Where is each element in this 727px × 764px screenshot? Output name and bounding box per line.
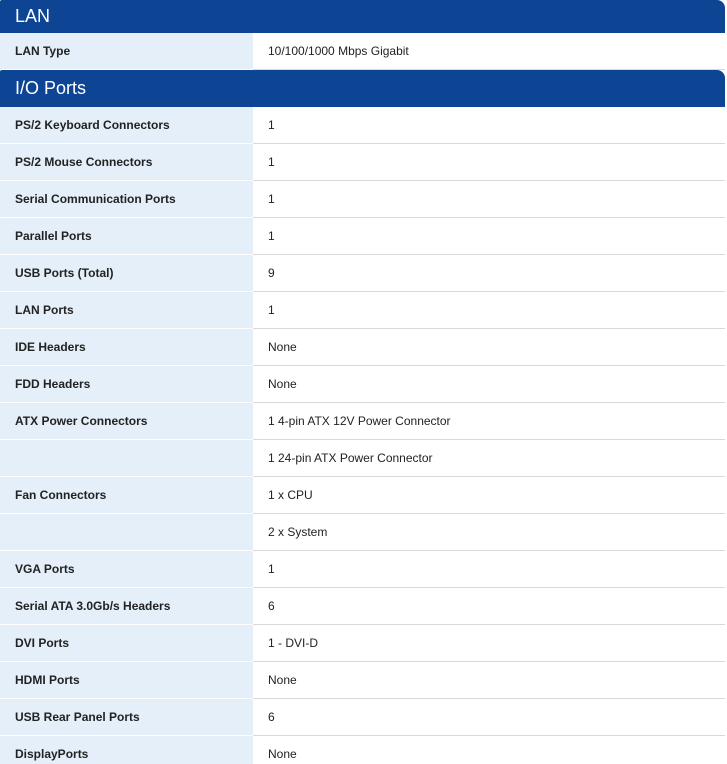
spec-value: None <box>253 662 725 698</box>
spec-label: DVI Ports <box>0 625 253 662</box>
spec-label: LAN Ports <box>0 292 253 329</box>
spec-row <box>0 329 725 366</box>
spec-value: None <box>253 736 725 764</box>
spec-label <box>0 514 253 551</box>
spec-value: 2 x System <box>253 514 725 550</box>
spec-row <box>0 292 725 329</box>
spec-value: None <box>253 329 725 365</box>
spec-label: USB Ports (Total) <box>0 255 253 292</box>
spec-row <box>0 181 725 218</box>
spec-value: 6 <box>253 588 725 624</box>
spec-value: 1 - DVI-D <box>253 625 725 661</box>
spec-value: 1 <box>253 292 725 328</box>
spec-row <box>0 440 725 477</box>
spec-value: None <box>253 366 725 402</box>
spec-label: DisplayPorts <box>0 736 253 764</box>
spec-value: 6 <box>253 699 725 735</box>
spec-label: LAN Type <box>0 33 253 70</box>
spec-row <box>0 588 725 625</box>
spec-value: 1 4-pin ATX 12V Power Connector <box>253 403 725 439</box>
lan-section-header: LAN <box>0 0 725 33</box>
spec-row <box>0 736 725 764</box>
spec-row <box>0 255 725 292</box>
spec-label: FDD Headers <box>0 366 253 403</box>
spec-row <box>0 218 725 255</box>
spec-value: 10/100/1000 Mbps Gigabit <box>253 33 725 69</box>
spec-label: IDE Headers <box>0 329 253 366</box>
spec-label: Serial ATA 3.0Gb/s Headers <box>0 588 253 625</box>
spec-label: Serial Communication Ports <box>0 181 253 218</box>
spec-label <box>0 440 253 477</box>
spec-row <box>0 403 725 440</box>
spec-row <box>0 514 725 551</box>
spec-row <box>0 699 725 736</box>
spec-value: 1 x CPU <box>253 477 725 513</box>
spec-label: Parallel Ports <box>0 218 253 255</box>
spec-label: ATX Power Connectors <box>0 403 253 440</box>
spec-row <box>0 551 725 588</box>
spec-label: Fan Connectors <box>0 477 253 514</box>
spec-label: HDMI Ports <box>0 662 253 699</box>
spec-label: VGA Ports <box>0 551 253 588</box>
spec-row <box>0 477 725 514</box>
spec-value: 1 <box>253 107 725 143</box>
spec-value: 9 <box>253 255 725 291</box>
spec-row <box>0 107 725 144</box>
spec-value: 1 <box>253 144 725 180</box>
spec-value: 1 <box>253 551 725 587</box>
spec-row <box>0 144 725 181</box>
spec-value: 1 <box>253 181 725 217</box>
spec-value: 1 <box>253 218 725 254</box>
spec-row-lan-type <box>0 33 725 70</box>
io-ports-section-header: I/O Ports <box>0 70 725 107</box>
spec-row <box>0 625 725 662</box>
spec-row <box>0 662 725 699</box>
spec-label: USB Rear Panel Ports <box>0 699 253 736</box>
spec-label: PS/2 Keyboard Connectors <box>0 107 253 144</box>
spec-label: PS/2 Mouse Connectors <box>0 144 253 181</box>
spec-value: 1 24-pin ATX Power Connector <box>253 440 725 476</box>
spec-row <box>0 366 725 403</box>
